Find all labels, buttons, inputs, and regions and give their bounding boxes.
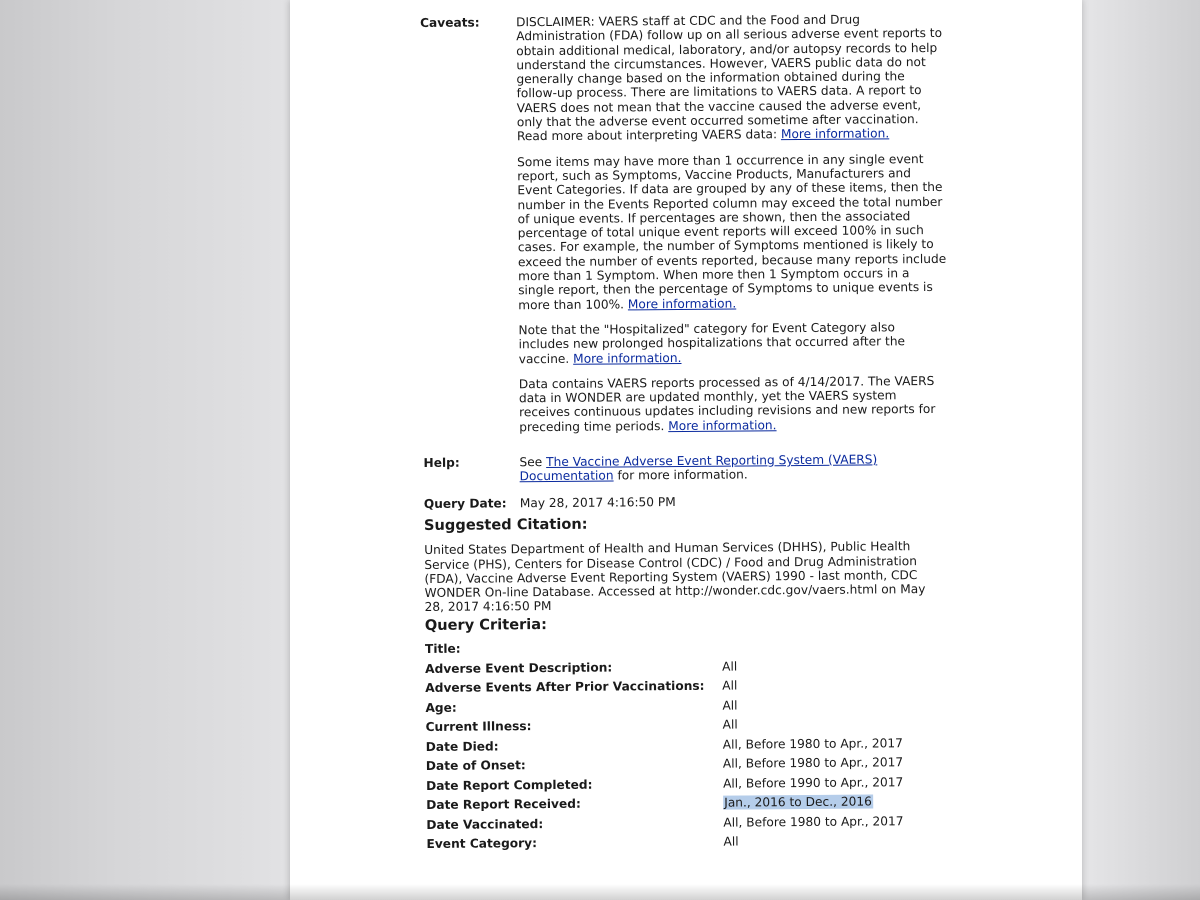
more-information-link[interactable]: More information. <box>668 417 777 433</box>
criteria-label: Current Illness: <box>425 719 532 735</box>
query-date-value: May 28, 2017 4:16:50 PM <box>519 494 676 510</box>
caveat-text: DISCLAIMER: VAERS staff at CDC and the Food and Drug Administration (FDA) follow up on all serious adverse event reports to obtain additional medical, laboratory, and/or autopsy records to help understand the circumstances. However, VAERS public data do not generally change based on the information obtained during the follow-up process. There are limitations to VAERS data. A report to VAERS does not mean that the vaccine caused the adverse event, only that the adverse event occurred sometime after vaccination. Read more about interpreting VAERS data: <box>515 12 943 144</box>
criteria-value: All, Before 1990 to Apr., 2017 <box>722 774 904 791</box>
criteria-label: Date Report Completed: <box>425 777 593 793</box>
criteria-value: All, Before 1980 to Apr., 2017 <box>723 813 904 830</box>
more-information-link[interactable]: More information. <box>780 126 890 142</box>
criteria-label: Adverse Event Description: <box>425 660 613 676</box>
caveat-multiple-occurrence <box>517 152 948 313</box>
help-body <box>519 452 949 484</box>
caveat-text: Some items may have more than 1 occurrence in any single event report, such as Symptoms, Vaccine Products, Manufacturers and Event Categories. If data are grouped by any of these items, then the number in the Events Reported column may exceed the total number of unique events. If percentages are shown, then the associated percentage of total unique event reports will exceed 100% in such cases. For example, the number of Symptoms mentioned is likely to exceed the number of events reported, because many reports include more than 1 Symptom. When more then 1 Symptom occurs in a single report, then the percentage of Symptoms to unique events is more than 100%. <box>517 151 947 312</box>
criteria-value: All <box>723 834 739 849</box>
citation-heading: Suggested Citation: <box>423 515 588 534</box>
screen-bottom-shadow <box>0 884 1200 900</box>
help-section <box>423 452 963 485</box>
criteria-label: Title: <box>424 641 461 657</box>
criteria-value: All <box>722 717 738 732</box>
criteria-label: Event Category: <box>426 836 538 852</box>
help-prefix: See <box>519 455 547 470</box>
more-information-link[interactable]: More information. <box>573 350 682 366</box>
caveat-text: Note that the "Hospitalized" category for Event Category also includes new prolonged hospitalizations that occurred after the vaccine. <box>518 320 906 366</box>
criteria-value: All, Before 1980 to Apr., 2017 <box>722 755 904 771</box>
criteria-label: Date Vaccinated: <box>426 816 544 832</box>
caveat-disclaimer <box>516 12 947 144</box>
more-information-link[interactable]: More information. <box>627 296 737 312</box>
criteria-value: All <box>722 698 738 713</box>
criteria-label: Adverse Events After Prior Vaccinations: <box>425 678 705 696</box>
help-label: Help: <box>423 455 460 471</box>
criteria-value: All <box>722 678 738 693</box>
criteria-value: All <box>722 659 738 674</box>
document-content <box>420 12 967 852</box>
help-suffix: for more information. <box>613 467 748 483</box>
criteria-value: All, Before 1980 to Apr., 2017 <box>722 735 903 752</box>
document-page <box>290 0 1082 900</box>
caveat-hospitalized <box>518 320 948 366</box>
query-criteria-heading: Query Criteria: <box>424 615 548 634</box>
caveats-body <box>516 12 949 445</box>
criteria-label: Age: <box>425 700 457 715</box>
caveats-label: Caveats: <box>420 15 480 30</box>
criteria-label: Date of Onset: <box>425 758 526 774</box>
criteria-value <box>723 795 873 810</box>
query-criteria-table <box>425 633 967 852</box>
criteria-label: Date Died: <box>425 739 499 754</box>
query-date-label: Query Date: <box>423 495 507 511</box>
caveat-text: Data contains VAERS reports processed as of 4/14/2017. The VAERS data in WONDER are updated monthly, yet the VAERS system receives continuous updates including revisions and new reports for preceding time periods. <box>518 373 936 434</box>
selected-text-highlight[interactable]: Jan., 2016 to Dec., 2016 <box>724 794 872 810</box>
citation-text: United States Department of Health and Human Services (DHHS), Public Health Service (PHS), Centers for Disease Control (CDC) / Food and Drug Administration (FDA), Vaccine Adverse Event Reporting System (VAERS) 1990 - last month, CDC WONDER On-line Database. Accessed at http://wonder.cdc.gov/vaers.html on May 28, 2017 4:16:50 PM <box>424 539 926 615</box>
criteria-label: Date Report Received: <box>426 796 581 813</box>
caveat-data-processed <box>519 374 949 435</box>
caveats-section <box>420 12 963 446</box>
query-date-section <box>424 492 964 511</box>
vaers-documentation-link[interactable]: The Vaccine Adverse Event Reporting System (VAERS) Documentation <box>519 452 878 484</box>
